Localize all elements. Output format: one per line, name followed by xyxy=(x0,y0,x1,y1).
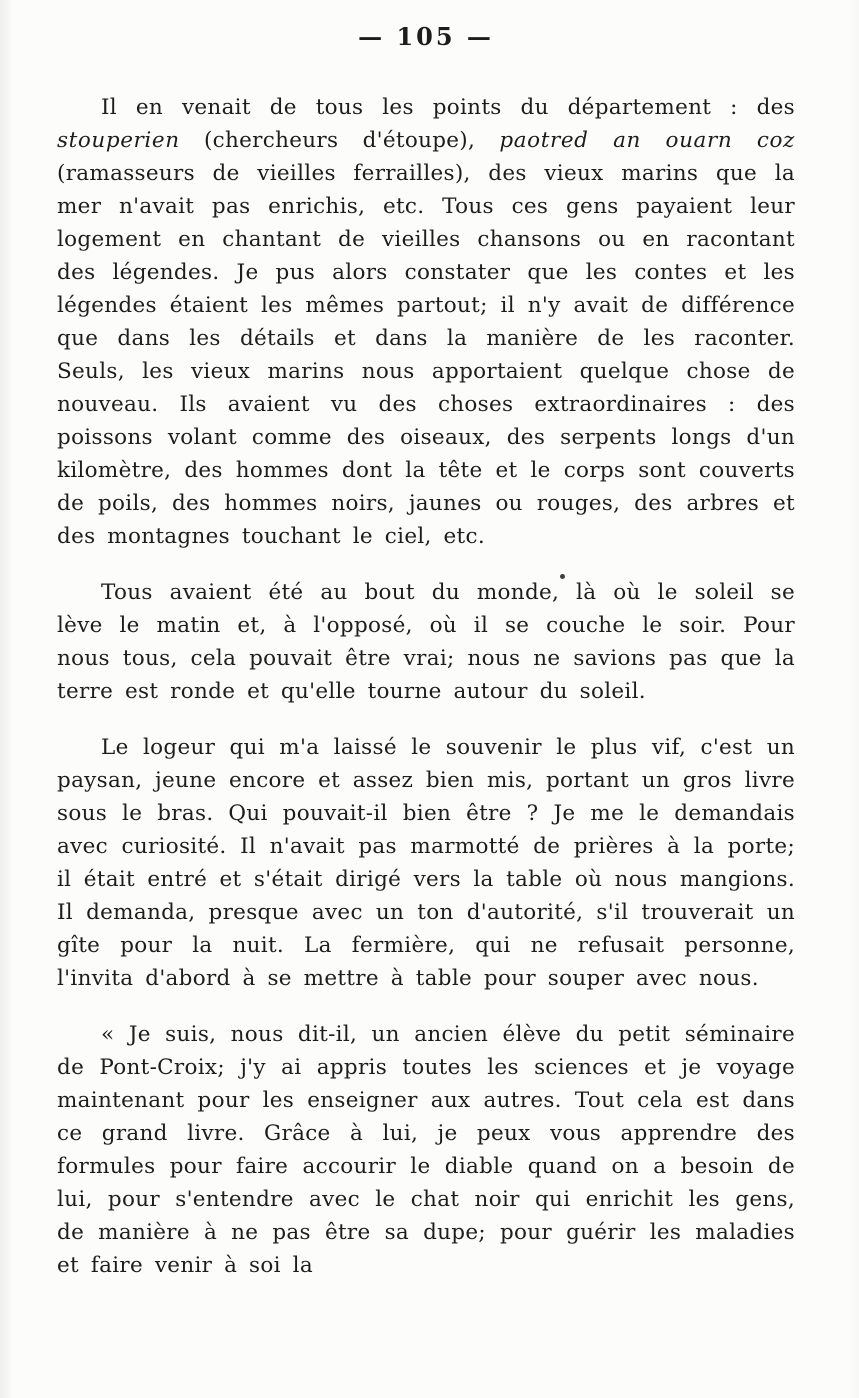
paragraph-4 xyxy=(57,1018,795,1282)
text-run: Tous avaient été au bout du monde, là où le soleil se lève le matin et, à l'opposé, où il se couche le soir. Pour nous tous, cela pouvait être vrai; nous ne savions pas que la terre est ronde et qu'elle tourne autour du soleil. xyxy=(57,580,795,704)
print-speck-artifact xyxy=(560,574,565,579)
italic-phrase: stouperien xyxy=(57,128,180,153)
paragraph-2 xyxy=(57,576,795,708)
text-run: « Je suis, nous dit-il, un ancien élève du petit séminaire de Pont-Croix; j'y ai appris toutes les sciences et je voyage maintenant pour les enseigner aux autres. Tout cela est dans ce grand livre. Grâce à lui, je peux vous apprendre des formules pour faire accourir le diable quand on a besoin de lui, pour s'entendre avec le chat noir qui enrichit les gens, de manière à ne pas être sa dupe; pour guérir les maladies et faire venir à soi la xyxy=(57,1022,795,1278)
text-run: (ramasseurs de vieilles ferrailles), des vieux marins que la mer n'avait pas enrichis, etc. Tous ces gens payaient leur logement en chantant de vieilles chansons ou en racontant des légendes. Je pus alors constater que les contes et les légendes étaient les mêmes partout; il n'y avait de différence que dans les détails et dans la manière de les raconter. Seuls, les vieux marins nous apportaient quelque chose de nouveau. Ils avaient vu des choses extraordinaires : des poissons volant comme des oiseaux, des serpents longs d'un kilomètre, des hommes dont la tête et le corps sont couverts de poils, des hommes noirs, jaunes ou rouges, des arbres et des montagnes touchant le ciel, etc. xyxy=(57,161,795,549)
page-body-text xyxy=(57,91,795,1282)
text-run: (chercheurs d'étoupe), xyxy=(179,128,500,153)
italic-phrase: paotred an ouarn coz xyxy=(499,128,795,153)
text-run: Le logeur qui m'a laissé le souvenir le plus vif, c'est un paysan, jeune encore et assez bien mis, portant un gros livre sous le bras. Qui pouvait-il bien être ? Je me le demandais avec curiosité. Il n'avait pas marmotté de prières à la porte; il était entré et s'était dirigé vers la table où nous mangions. Il demanda, presque avec un ton d'autorité, s'il trouverait un gîte pour la nuit. La fermière, qui ne refusait personne, l'invita d'abord à se mettre à table pour souper avec nous. xyxy=(57,735,795,991)
text-run: Il en venait de tous les points du département : des xyxy=(101,95,795,120)
paragraph-3 xyxy=(57,731,795,995)
page-header xyxy=(57,22,795,51)
paragraph-1 xyxy=(57,91,795,553)
page-number: — 105 — xyxy=(358,22,494,51)
